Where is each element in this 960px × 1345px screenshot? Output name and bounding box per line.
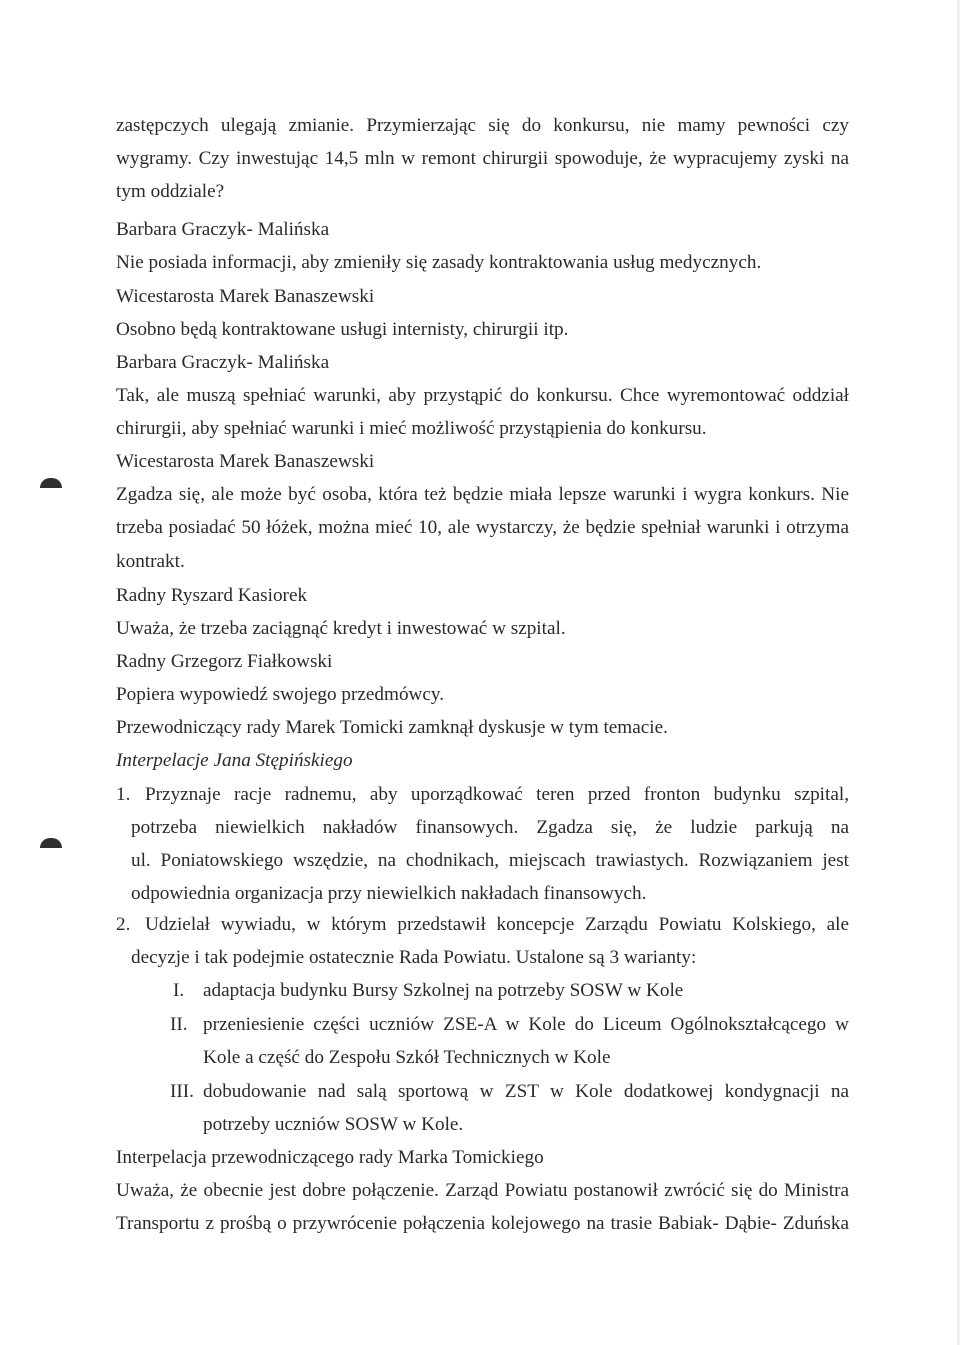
item-number: 1. [116,784,131,805]
speaker-name: Radny Grzegorz Fiałkowski [116,651,333,672]
section-heading: Interpelacja przewodniczącego rady Marka Tomickiego [116,1147,544,1168]
text-line: Nie posiada informacji, aby zmieniły się zasady kontraktowania usług medycznych. [116,252,762,273]
variant-text: przeniesienie części uczniów ZSE-A w Kole do Liceum Ogólnokształcącego w [203,1014,849,1035]
variant-text: potrzeby uczniów SOSW w Kole. [203,1114,464,1135]
text-line: zastępczych ulegają zmianie. Przymierzając się do konkursu, nie mamy pewności czy [116,115,849,136]
text-line: Transportu z prośbą o przywrócenie połączenia kolejowego na trasie Babiak- Dąbie- Zduńska [116,1213,849,1234]
item-text: odpowiednia organizacja przy niewielkich nakładach finansowych. [131,883,647,904]
text-line: Osobno będą kontraktowane usługi internisty, chirurgii itp. [116,319,569,340]
punch-hole-mark [40,478,62,488]
text-line: chirurgii, aby spełniać warunki i mieć możliwość przystąpienia do konkursu. [116,418,707,439]
text-line: Uważa, że obecnie jest dobre połączenie. Zarząd Powiatu postanowił zwrócić się do Ministra [116,1180,849,1201]
variant-number: I. [173,980,185,1001]
text-line: Tak, ale muszą spełniać warunki, aby przystąpić do konkursu. Chce wyremontować oddział [116,385,849,406]
section-heading: Interpelacje Jana Stępińskiego [116,750,353,771]
speaker-name: Wicestarosta Marek Banaszewski [116,286,375,307]
variant-text: dobudowanie nad salą sportową w ZST w Kole dodatkowej kondygnacji na [203,1081,849,1102]
text-line: Popiera wypowiedź swojego przedmówcy. [116,684,445,705]
text-line: Zgadza się, ale może być osoba, która też będzie miała lepsze warunki i wygra konkurs. Nie [116,484,849,505]
text-line: Uważa, że trzeba zaciągnąć kredyt i inwestować w szpital. [116,618,566,639]
item-text: potrzeba niewielkich nakładów finansowych. Zgadza się, że ludzie parkują na [131,817,849,838]
item-text: Udzielał wywiadu, w którym przedstawił koncepcje Zarządu Powiatu Kolskiego, ale [145,914,849,935]
text-line: trzeba posiadać 50 łóżek, można mieć 10, ale wystarczy, że będzie spełniał warunki i otrzyma [116,517,849,538]
variant-text: adaptacja budynku Bursy Szkolnej na potrzeby SOSW w Kole [203,980,684,1001]
item-number: 2. [116,914,131,935]
punch-hole-mark [40,838,62,848]
text-line: wygramy. Czy inwestując 14,5 mln w remont chirurgii spowoduje, że wypracujemy zyski na [116,148,849,169]
speaker-name: Barbara Graczyk- Malińska [116,219,330,240]
variant-text: Kole a część do Zespołu Szkół Technicznych w Kole [203,1047,611,1068]
variant-number: II. [170,1014,188,1035]
text-line: kontrakt. [116,551,185,572]
text-line: Przewodniczący rady Marek Tomicki zamknął dyskusje w tym temacie. [116,717,668,738]
variant-number: III. [170,1081,194,1102]
item-text: Przyznaje racje radnemu, aby uporządkować teren przed fronton budynku szpital, [145,784,849,805]
speaker-name: Barbara Graczyk- Malińska [116,352,330,373]
item-text: ul. Poniatowskiego wszędzie, na chodnikach, miejscach trawiastych. Rozwiązaniem jest [131,850,849,871]
speaker-name: Wicestarosta Marek Banaszewski [116,451,375,472]
speaker-name: Radny Ryszard Kasiorek [116,585,308,606]
text-line: tym oddziale? [116,181,225,202]
item-text: decyzje i tak podejmie ostatecznie Rada Powiatu. Ustalone są 3 warianty: [131,947,697,968]
